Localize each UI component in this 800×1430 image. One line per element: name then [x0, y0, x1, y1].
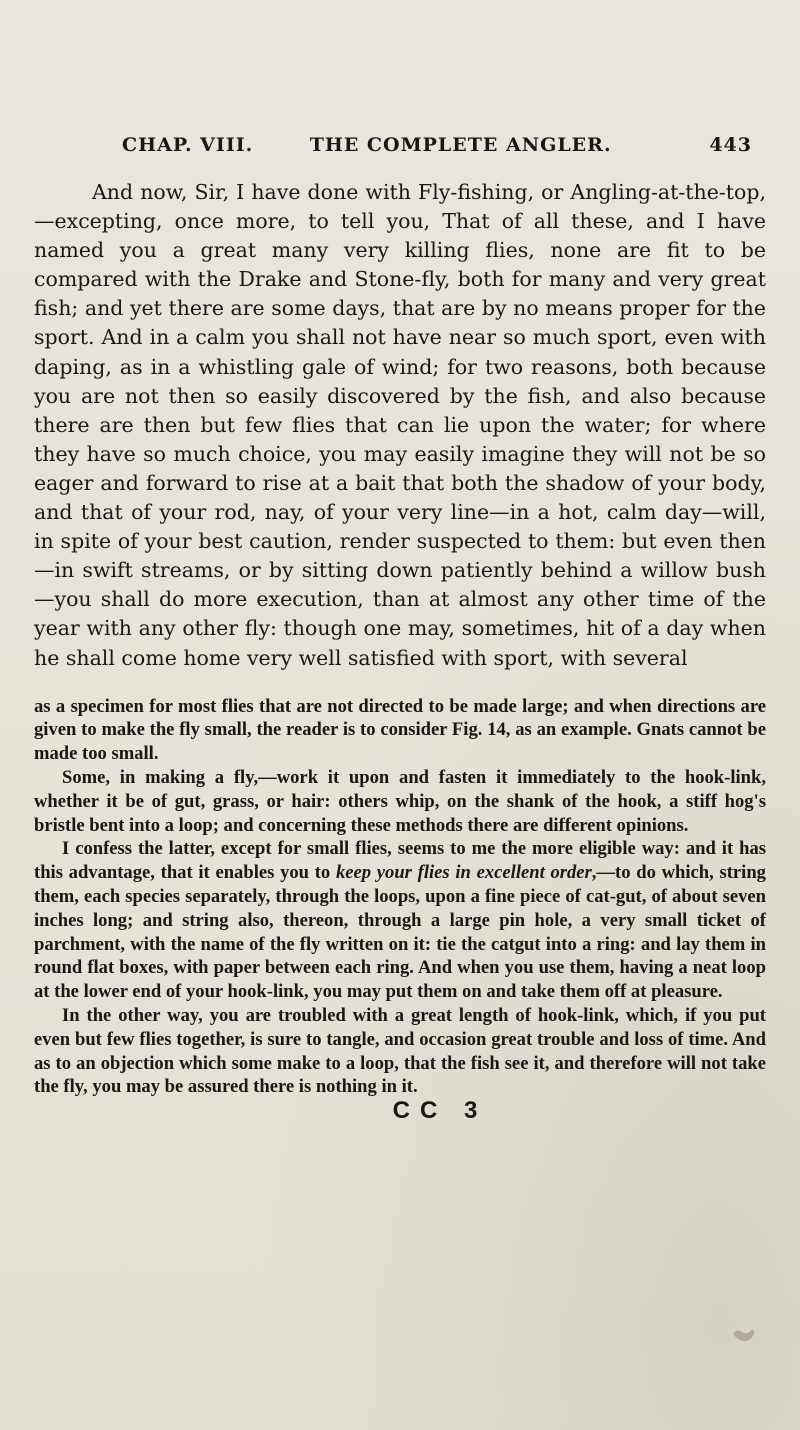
footnote-paragraph-3-end: ,—to do which, string them, each species separately, through the loops, upon a fine piece of cat-gut, of about seven inches long; and string also, thereon, through a large pin hole, a very small ticket of parchment, with the name of the fly written on it: tie the catgut into a ring: and lay them in round flat boxes, with paper between each ring. And when you use them, having a neat loop at the lower end of your hook-link, you may put them on and take them off at pleasure. [34, 862, 766, 1003]
running-head [122, 134, 752, 156]
footnote-paragraph-2: Some, in making a fly,—work it upon and fasten it immediately to the hook-link, whether it be of gut, grass, or hair: others whip, on the shank of the hook, a stiff hog's bristle bent into a loop; and concerning these methods there are different opinions. [34, 766, 766, 836]
main-paragraph: And now, Sir, I have done with Fly-fishing, or Angling-at-the-top,—excepting, once more, to tell you, That of all these, and I have named you a great many very killing flies, none are fit to be compared with the Drake and Stone-fly, both for many and very great fish; and yet there are some days, that are by no means proper for the sport. And in a calm you shall not have near so much sport, even with daping, as in a whistling gale of wind; for two reasons, both because you are not then so easily discovered by the fish, and also because there are then but few flies that can lie upon the water; for where they have so much choice, you may easily imagine they will not be so eager and forward to rise at a bait that both the shadow of your body, and that of your rod, nay, of your very line—in a hot, calm day—will, in spite of your best caution, render suspected to them: but even then—in swift streams, or by sitting down patiently behind a willow bush—you shall do more execution, than at almost any other time of the year with any other fly: though one may, sometimes, hit of a day when he shall come home very well satisfied with sport, with several [34, 180, 766, 670]
chapter-label: CHAP. VIII. [122, 134, 254, 156]
footnote-paragraph-4: In the other way, you are troubled with a great length of hook-link, which, if you put even but few flies together, is sure to tangle, and occasion great trouble and loss of time. And as to an objection which some make to a loop, that the fish see it, and therefore will not take the fly, you may be assured there is nothing in it. [34, 1004, 766, 1098]
ink-smudge-icon [730, 1320, 760, 1344]
footnote-paragraph-3-start: I confess the latter, except for small flies, seems to me the more eligible way: and it has this advantage, that it enables you to [34, 838, 766, 884]
footnote-paragraph-1: as a specimen for most flies that are not directed to be made large; and when directions are given to make the fly small, the reader is to consider Fig. 14, as an example. Gnats cannot be made too small. [34, 695, 766, 765]
footnote-paragraph-3 [34, 837, 766, 1004]
footnote [34, 695, 766, 1123]
footnote-italic-phrase: keep your flies in excellent order [335, 862, 592, 884]
signature-mark: CC 3 [392, 1097, 488, 1125]
book-title: THE COMPLETE ANGLER. [309, 134, 612, 156]
page-number: 443 [709, 134, 752, 156]
main-text [34, 178, 766, 673]
